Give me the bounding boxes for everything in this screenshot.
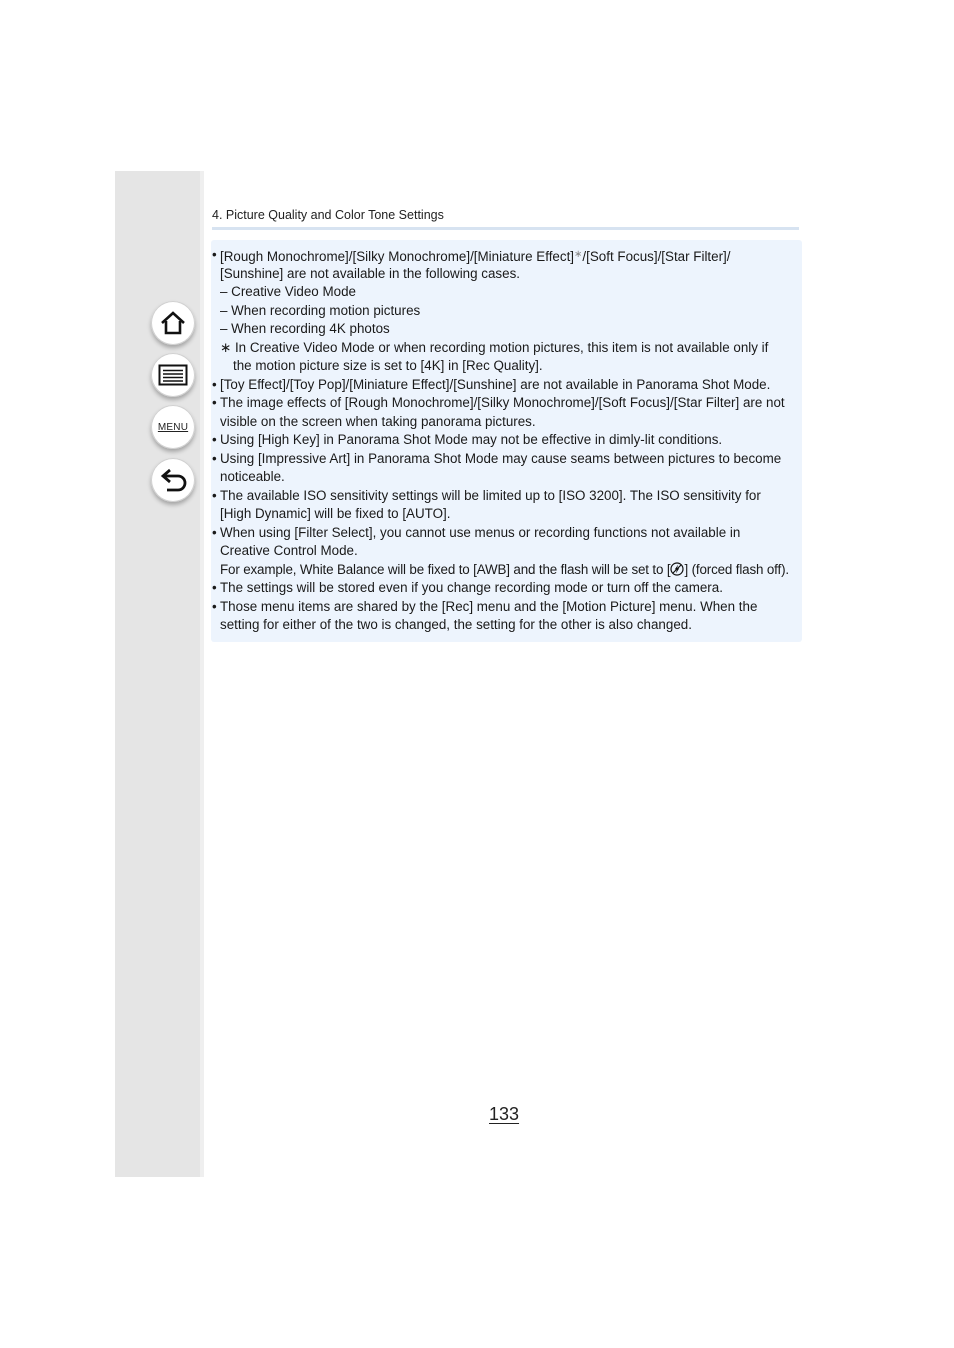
footnote: ∗ In Creative Video Mode or when recording motion pictures, this item is not available only if <box>220 340 769 355</box>
home-icon <box>159 310 187 336</box>
return-icon <box>159 467 187 493</box>
note-image-effects <box>212 394 785 412</box>
bullet: • <box>212 247 217 262</box>
flash-off-icon <box>670 562 684 576</box>
note-text: Using [Impressive Art] in Panorama Shot Mode may cause seams between pictures to become <box>220 451 782 466</box>
note-text: [Sunshine] are not available in the following cases. <box>220 266 520 281</box>
bullet: • <box>212 525 217 540</box>
bullet: • <box>212 580 217 595</box>
header-rule <box>212 227 799 230</box>
note-text: setting for either of the two is changed, the setting for the other is also changed. <box>220 617 692 632</box>
bullet: • <box>212 488 217 503</box>
note-text: ] (forced flash off). <box>684 562 789 577</box>
asterisk-mark: ∗ <box>574 249 583 260</box>
bullet: • <box>212 451 217 466</box>
note-high-key <box>212 431 723 449</box>
note-text: When using [Filter Select], you cannot use menus or recording functions not available in <box>220 525 741 540</box>
note-toy-effect <box>212 376 771 394</box>
note-text: Using [High Key] in Panorama Shot Mode may not be effective in dimly-lit conditions. <box>220 432 723 447</box>
note-shared-menu <box>212 598 758 616</box>
chapter-title: 4. Picture Quality and Color Tone Settings <box>212 208 444 222</box>
home-button[interactable] <box>151 301 195 345</box>
note-text: The image effects of [Rough Monochrome]/[Silky Monochrome]/[Soft Focus]/[Star Filter] are not <box>220 395 785 410</box>
note-text: The settings will be stored even if you change recording mode or turn off the camera. <box>220 580 723 595</box>
note-filter-select <box>212 524 741 542</box>
note-rough-monochrome <box>212 246 731 266</box>
note-text: [High Dynamic] will be fixed to [AUTO]. <box>220 506 451 521</box>
case-item: – When recording motion pictures <box>220 303 421 318</box>
note-text: For example, White Balance will be fixed to [AWB] and the flash will be set to [ <box>220 562 671 577</box>
bullet: • <box>212 377 217 392</box>
note-text: [Rough Monochrome]/[Silky Monochrome]/[Miniature Effect] <box>220 249 575 264</box>
back-button[interactable] <box>151 458 195 502</box>
note-text: [Toy Effect]/[Toy Pop]/[Miniature Effect]/[Sunshine] are not available in Panorama Shot Mode. <box>220 377 771 392</box>
footnote: the motion picture size is set to [4K] in [Rec Quality]. <box>233 358 543 373</box>
notes-box <box>211 240 802 642</box>
bullet: • <box>212 599 217 614</box>
note-text: visible on the screen when taking panorama pictures. <box>220 414 536 429</box>
note-text: Creative Control Mode. <box>220 543 358 558</box>
page-number[interactable]: 133 <box>489 1104 520 1124</box>
menu-button[interactable] <box>151 405 195 449</box>
note-iso <box>212 487 761 505</box>
bullet: • <box>212 432 217 447</box>
note-example <box>220 561 789 579</box>
note-impressive-art <box>212 450 782 468</box>
note-settings-stored <box>212 579 723 597</box>
list-icon <box>158 364 188 386</box>
bullet: • <box>212 395 217 410</box>
note-text: noticeable. <box>220 469 285 484</box>
sidebar-edge <box>200 171 204 1177</box>
case-item: – When recording 4K photos <box>220 321 390 336</box>
note-text: The available ISO sensitivity settings will be limited up to [ISO 3200]. The ISO sensitivity for <box>220 488 761 503</box>
note-text: /[Soft Focus]/[Star Filter]/ <box>582 249 731 264</box>
case-item: – Creative Video Mode <box>220 284 356 299</box>
contents-button[interactable] <box>151 353 195 397</box>
note-text: Those menu items are shared by the [Rec] menu and the [Motion Picture] menu. When the <box>220 599 758 614</box>
menu-label: MENU <box>157 421 189 433</box>
